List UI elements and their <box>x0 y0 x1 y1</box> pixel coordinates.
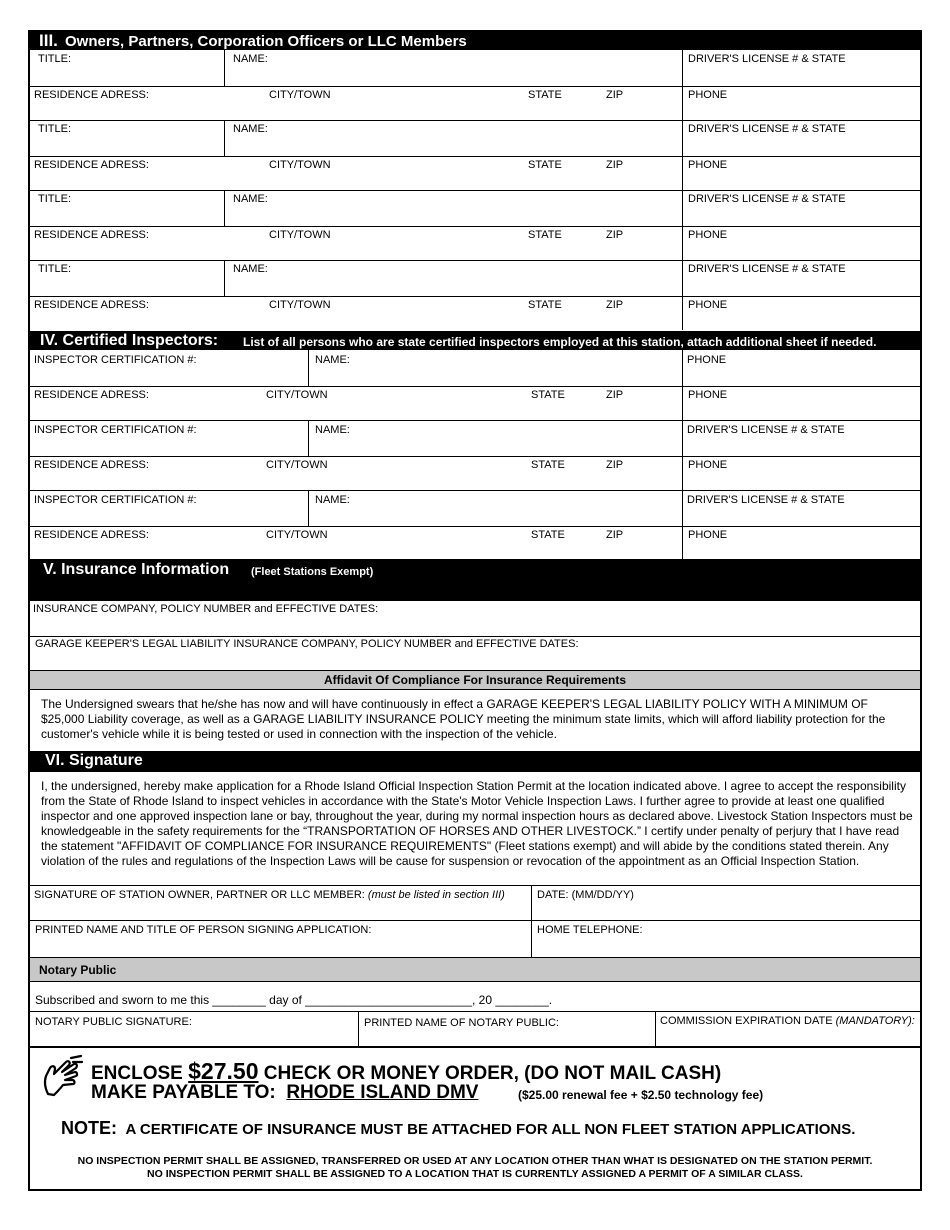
owner-phone-field[interactable] <box>683 296 920 330</box>
owner-title-label: TITLE: <box>38 123 72 135</box>
owner-residence-address-field[interactable] <box>30 156 681 190</box>
signature-date-label: DATE: (MM/DD/YY) <box>537 889 634 901</box>
insurance-company-label: INSURANCE COMPANY, POLICY NUMBER and EFFECTIVE DATES: <box>33 603 379 615</box>
inspector-name-field[interactable] <box>309 490 681 526</box>
section-4-subtitle: List of all persons who are state certified inspectors employed at this station, attach additional sheet if needed. <box>243 335 877 349</box>
inspector-license-field[interactable] <box>683 350 920 386</box>
garage-keeper-insurance-field[interactable] <box>30 636 920 671</box>
commission-mandatory-note: (MANDATORY): <box>835 1015 915 1027</box>
owner-license-label: DRIVER'S LICENSE # & STATE <box>688 123 846 135</box>
inspector-phone-field[interactable] <box>683 526 920 560</box>
inspector-residence-address-field[interactable] <box>30 456 681 490</box>
owner-license-label: DRIVER'S LICENSE # & STATE <box>688 263 846 275</box>
inspector-zip-label: ZIP <box>606 529 624 541</box>
inspector-certification-field[interactable] <box>30 420 307 456</box>
section-3-number: III. <box>39 31 58 50</box>
owner-zip-label: ZIP <box>606 299 624 311</box>
owner-signature-note: (must be listed in section III) <box>367 889 505 901</box>
owner-title-field[interactable] <box>30 50 223 86</box>
payee-name: RHODE ISLAND DMV <box>286 1082 479 1103</box>
inspection-application-form <box>28 30 922 1191</box>
inspector-certification-label: INSPECTOR CERTIFICATION #: <box>34 494 197 506</box>
inspector-name-field[interactable] <box>309 350 681 386</box>
inspector-license-label: PHONE <box>687 354 727 366</box>
owner-title-label: TITLE: <box>38 53 72 65</box>
inspector-state-label: STATE <box>531 389 565 401</box>
owner-title-field[interactable] <box>30 190 223 226</box>
inspector-phone-field[interactable] <box>683 386 920 420</box>
insurance-company-field[interactable] <box>30 601 920 636</box>
owner-name-field[interactable] <box>225 190 681 226</box>
sworn-statement: Subscribed and sworn to me this ________ day of _________________________, 20 ________. <box>35 993 553 1007</box>
owner-title-field[interactable] <box>30 120 223 156</box>
enclose-prefix: ENCLOSE <box>91 1063 183 1084</box>
owner-city-label: CITY/TOWN <box>269 89 331 101</box>
owner-name-field[interactable] <box>225 50 681 86</box>
owner-residence-address-field[interactable] <box>30 296 681 330</box>
notary-header <box>30 957 920 982</box>
printed-name-title-label: PRINTED NAME AND TITLE OF PERSON SIGNING APPLICATION: <box>35 924 372 936</box>
notary-signature-field[interactable] <box>30 1011 357 1046</box>
inspector-license-field[interactable] <box>683 490 920 526</box>
fee-amount: $27.50 <box>188 1058 259 1084</box>
commission-expiration-label <box>660 1015 915 1028</box>
owner-city-label: CITY/TOWN <box>269 159 331 171</box>
signature-declaration-text: I, the undersigned, hereby make application for a Rhode Island Official Inspection Station Permit at the location indicated above. I agree to accept the responsibility from the State of Rhode Island to inspect vehicles in accordance with the State's Motor Vehicle Inspection Laws. I further agree to provide at least one qualified inspector and one approved inspection lane or bay, throughout the year, during my normal inspection hours as declared above. Livestock Station Inspectors must be knowledgeable in the safety requirements for the “TRANSPORTATION OF HORSES AND OTHER LIVESTOCK.” I certify under penalty of perjury that I have read the statement "AFFIDAVIT OF COMPLIANCE FOR INSURANCE REQUIREMENTS" (Fleet stations exempt) and will abide by the conditions stated therein. Any violation of the rules and regulations of the Inspection Laws will be cause for suspension or revocation of the appointment as an Official Inspection Station. <box>41 779 913 868</box>
enclose-suffix: CHECK OR MONEY ORDER, (DO NOT MAIL CASH) <box>263 1063 722 1084</box>
section-5-subtitle: (Fleet Stations Exempt) <box>251 566 374 578</box>
section-6-title: VI. Signature <box>45 752 143 769</box>
inspector-certification-label: INSPECTOR CERTIFICATION #: <box>34 424 197 436</box>
owner-state-label: STATE <box>528 299 562 311</box>
notary-signature-label: NOTARY PUBLIC SIGNATURE: <box>35 1016 192 1028</box>
note-text: A CERTIFICATE OF INSURANCE MUST BE ATTACHED FOR ALL NON FLEET STATION APPLICATIONS. <box>125 1121 856 1138</box>
home-telephone-field[interactable] <box>532 920 920 957</box>
inspector-city-label: CITY/TOWN <box>266 389 328 401</box>
notary-printed-name-label: PRINTED NAME OF NOTARY PUBLIC: <box>364 1017 559 1029</box>
inspector-state-label: STATE <box>531 529 565 541</box>
owner-license-field[interactable] <box>683 190 920 226</box>
owner-zip-label: ZIP <box>606 159 624 171</box>
inspector-license-label: DRIVER'S LICENSE # & STATE <box>687 424 845 436</box>
owner-residence-address-field[interactable] <box>30 226 681 260</box>
owner-title-field[interactable] <box>30 260 223 296</box>
permit-restriction-notice <box>30 1155 920 1181</box>
owner-license-field[interactable] <box>683 50 920 86</box>
owner-zip-label: ZIP <box>606 89 624 101</box>
inspector-zip-label: ZIP <box>606 389 624 401</box>
note-label: NOTE: <box>61 1118 117 1138</box>
inspector-address-label: RESIDENCE ADRESS: <box>34 459 149 471</box>
owner-phone-label: PHONE <box>688 89 728 101</box>
affidavit-header <box>30 670 920 690</box>
inspector-certification-label: INSPECTOR CERTIFICATION #: <box>34 354 197 366</box>
garage-keeper-insurance-label: GARAGE KEEPER'S LEGAL LIABILITY INSURANCE COMPANY, POLICY NUMBER and EFFECTIVE DATES: <box>35 638 579 650</box>
owner-license-label: DRIVER'S LICENSE # & STATE <box>688 53 846 65</box>
owner-phone-field[interactable] <box>683 86 920 120</box>
owner-name-field[interactable] <box>225 260 681 296</box>
owner-city-label: CITY/TOWN <box>269 299 331 311</box>
affidavit-title: Affidavit Of Compliance For Insurance Requirements <box>323 673 627 687</box>
notary-title: Notary Public <box>39 963 117 977</box>
inspector-name-label: NAME: <box>315 494 350 506</box>
owner-address-label: RESIDENCE ADRESS: <box>34 159 149 171</box>
owner-name-label: NAME: <box>233 263 268 275</box>
owner-license-field[interactable] <box>683 120 920 156</box>
owner-signature-field[interactable] <box>30 885 530 920</box>
section-4-title: IV. Certified Inspectors: <box>40 332 219 349</box>
commission-expiration-field[interactable] <box>656 1011 920 1046</box>
owner-signature-label <box>34 889 505 902</box>
owner-phone-field[interactable] <box>683 226 920 260</box>
commission-expiration-label-text: COMMISSION EXPIRATION DATE <box>660 1015 833 1027</box>
owner-license-label: DRIVER'S LICENSE # & STATE <box>688 193 846 205</box>
inspector-certification-field[interactable] <box>30 350 307 386</box>
enclose-payment-line <box>91 1058 721 1085</box>
owner-name-field[interactable] <box>225 120 681 156</box>
permit-restriction-line-2: NO INSPECTION PERMIT SHALL BE ASSIGNED TO A LOCATION THAT IS CURRENTLY ASSIGNED A PERMIT OF A SIMILAR CLASS. <box>147 1168 803 1180</box>
section-3-header <box>30 32 920 50</box>
owner-title-label: TITLE: <box>38 193 72 205</box>
owner-state-label: STATE <box>528 159 562 171</box>
owner-phone-field[interactable] <box>683 156 920 190</box>
inspector-name-label: NAME: <box>315 424 350 436</box>
owner-title-label: TITLE: <box>38 263 72 275</box>
section-5-title: V. Insurance Information <box>43 561 230 578</box>
inspector-phone-label: PHONE <box>688 459 728 471</box>
insurance-certificate-note <box>61 1118 855 1139</box>
inspector-state-label: STATE <box>531 459 565 471</box>
payable-to-line <box>91 1082 478 1104</box>
owner-residence-address-field[interactable] <box>30 86 681 120</box>
inspector-phone-label: PHONE <box>688 389 728 401</box>
owner-phone-label: PHONE <box>688 299 728 311</box>
pointing-hand-icon <box>40 1054 84 1100</box>
inspector-city-label: CITY/TOWN <box>266 459 328 471</box>
printed-name-title-field[interactable] <box>30 920 530 957</box>
owner-state-label: STATE <box>528 229 562 241</box>
divider <box>30 1046 920 1048</box>
section-4-header <box>30 331 920 350</box>
section-5-header <box>30 559 920 601</box>
inspector-city-label: CITY/TOWN <box>266 529 328 541</box>
inspector-address-label: RESIDENCE ADRESS: <box>34 389 149 401</box>
owner-name-label: NAME: <box>233 53 268 65</box>
notary-printed-name-field[interactable] <box>359 1011 654 1046</box>
inspector-residence-address-field[interactable] <box>30 526 681 560</box>
inspector-phone-field[interactable] <box>683 456 920 490</box>
fee-breakdown-note: ($25.00 renewal fee + $2.50 technology fee) <box>518 1088 764 1102</box>
signature-date-field[interactable] <box>532 885 920 920</box>
owner-address-label: RESIDENCE ADRESS: <box>34 89 149 101</box>
owner-name-label: NAME: <box>233 193 268 205</box>
permit-restriction-line-1: NO INSPECTION PERMIT SHALL BE ASSIGNED, TRANSFERRED OR USED AT ANY LOCATION OTHER THAN WHAT IS DESIGNATED ON THE STATION PERMIT. <box>77 1155 873 1167</box>
inspector-phone-label: PHONE <box>688 529 728 541</box>
inspector-license-label: DRIVER'S LICENSE # & STATE <box>687 494 845 506</box>
owner-name-label: NAME: <box>233 123 268 135</box>
inspector-zip-label: ZIP <box>606 459 624 471</box>
inspector-residence-address-field[interactable] <box>30 386 681 420</box>
home-telephone-label: HOME TELEPHONE: <box>537 924 643 936</box>
owner-address-label: RESIDENCE ADRESS: <box>34 229 149 241</box>
affidavit-text: The Undersigned swears that he/she has now and will have continuously in effect a GARAGE KEEPER'S LEGAL LIABILITY POLICY WITH A MINIMUM OF $25,000 Liability coverage, as well as a GARAGE LIABILITY INSURANCE POLICY meeting the minimum state limits, which will afford liability protection for the customer's vehicle while it is being tested or used in connection with the inspection of the vehicle. <box>41 697 886 741</box>
owner-signature-label-text: SIGNATURE OF STATION OWNER, PARTNER OR LLC MEMBER: <box>34 889 365 901</box>
owner-license-field[interactable] <box>683 260 920 296</box>
owner-state-label: STATE <box>528 89 562 101</box>
inspector-certification-field[interactable] <box>30 490 307 526</box>
inspector-name-label: NAME: <box>315 354 350 366</box>
section-3-title: Owners, Partners, Corporation Officers or LLC Members <box>65 33 467 50</box>
owner-address-label: RESIDENCE ADRESS: <box>34 299 149 311</box>
section-6-header <box>30 751 920 772</box>
inspector-address-label: RESIDENCE ADRESS: <box>34 529 149 541</box>
owner-city-label: CITY/TOWN <box>269 229 331 241</box>
inspector-name-field[interactable] <box>309 420 681 456</box>
owner-zip-label: ZIP <box>606 229 624 241</box>
owner-phone-label: PHONE <box>688 159 728 171</box>
payable-to-label: MAKE PAYABLE TO: <box>91 1082 276 1103</box>
owner-phone-label: PHONE <box>688 229 728 241</box>
inspector-license-field[interactable] <box>683 420 920 456</box>
